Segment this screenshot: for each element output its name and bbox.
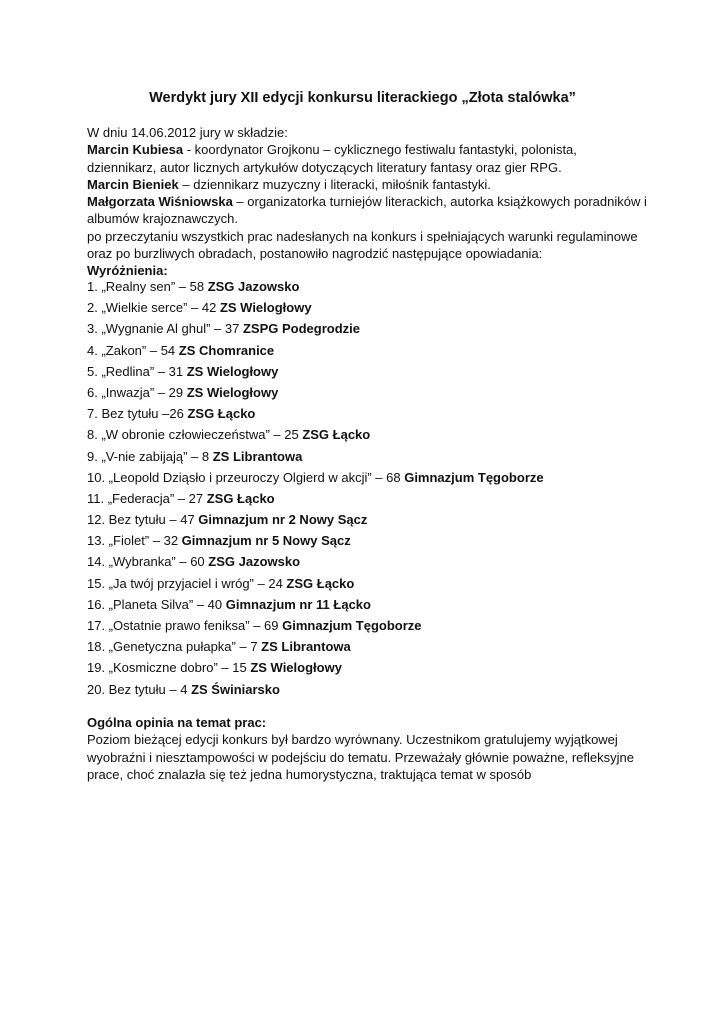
jury-member xyxy=(87,176,647,193)
award-item xyxy=(87,679,647,700)
award-text: 4. „Zakon” – 54 xyxy=(87,342,179,358)
award-item xyxy=(87,424,647,445)
awards-list xyxy=(87,276,647,700)
award-item xyxy=(87,361,647,382)
jury-member-desc: - koordynator Grojkonu – cyklicznego festiwalu fantastyki, polonista, dziennikarz, autor licznych artykułów dotyczących literatury fantasy oraz gier RPG. xyxy=(87,142,577,175)
award-text: 9. „V-nie zabijają” – 8 xyxy=(87,448,213,464)
award-text: 2. „Wielkie serce” – 42 xyxy=(87,300,220,316)
jury-member-name: Marcin Kubiesa xyxy=(87,142,184,158)
award-school: ZS Wielogłowy xyxy=(186,363,279,379)
opinion-heading: Ogólna opinia na temat prac: xyxy=(87,715,267,730)
award-school: Gimnazjum Tęgoborze xyxy=(404,469,544,485)
award-item xyxy=(87,340,647,361)
award-item xyxy=(87,318,647,339)
verdict-closing: po przeczytaniu wszystkich prac nadesłanych na konkurs i spełniających warunki regulaminowe oraz po burzliwych obradach, postanowiło nagrodzić następujące opowiadania: xyxy=(87,228,638,262)
award-item xyxy=(87,488,647,509)
award-school: Gimnazjum nr 5 Nowy Sącz xyxy=(181,533,351,549)
award-school: ZSG Jazowsko xyxy=(207,279,300,294)
jury-member-desc: – dziennikarz muzyczny i literacki, miłośnik fantastyki. xyxy=(178,176,491,192)
award-item xyxy=(87,594,647,615)
date-line: W dniu 14.06.2012 jury w składzie: xyxy=(87,125,288,140)
award-school: ZS Librantowa xyxy=(212,448,303,464)
award-item xyxy=(87,530,647,551)
award-item xyxy=(87,615,647,636)
award-item xyxy=(87,403,647,424)
jury-member xyxy=(87,193,647,228)
award-item xyxy=(87,276,647,297)
award-item xyxy=(87,657,647,678)
award-school: ZS Chomranice xyxy=(178,342,275,358)
award-school: ZS Świniarsko xyxy=(191,681,280,697)
award-school: Gimnazjum nr 2 Nowy Sącz xyxy=(198,512,368,528)
award-school: ZSG Jazowsko xyxy=(208,554,301,570)
award-school: ZSG Łącko xyxy=(286,575,355,591)
award-text: 8. „W obronie człowieczeństwa” – 25 xyxy=(87,427,303,443)
award-text: 17. „Ostatnie prawo feniksa” – 69 xyxy=(87,618,283,633)
award-text: 18. „Genetyczna pułapka” – 7 xyxy=(87,639,262,655)
award-item xyxy=(87,467,647,488)
award-school: ZSG Łącko xyxy=(206,490,275,506)
award-school: Gimnazjum nr 11 Łącko xyxy=(225,596,371,612)
award-item xyxy=(87,636,647,657)
intro-section xyxy=(87,124,647,280)
award-text: 10. „Leopold Dziąsło i przeuroczy Olgierd w akcji” – 68 xyxy=(87,469,405,485)
award-text: 14. „Wybranka” – 60 xyxy=(87,554,209,570)
award-item xyxy=(87,573,647,594)
award-school: ZSG Łącko xyxy=(302,427,371,443)
award-item xyxy=(87,297,647,318)
award-school: ZSG Łącko xyxy=(187,406,256,422)
award-text: 13. „Fiolet” – 32 xyxy=(87,533,182,549)
award-text: 1. „Realny sen” – 58 xyxy=(87,279,208,294)
jury-member-name: Marcin Bieniek xyxy=(87,176,179,192)
award-item xyxy=(87,551,647,572)
award-text: 12. Bez tytułu – 47 xyxy=(87,512,199,528)
award-school: ZS Librantowa xyxy=(261,639,351,655)
awards-heading: Wyróżnienia: xyxy=(87,263,168,279)
award-item xyxy=(87,382,647,403)
award-text: 7. Bez tytułu –26 xyxy=(87,406,188,422)
award-school: ZS Wielogłowy xyxy=(186,384,279,400)
award-item xyxy=(87,446,647,467)
award-text: 19. „Kosmiczne dobro” – 15 xyxy=(87,660,251,676)
jury-member-desc: – organizatorka turniejów literackich, autorka książkowych poradników i albumów krajoznawczych. xyxy=(87,194,647,227)
award-text: 6. „Inwazja” – 29 xyxy=(87,384,187,400)
award-item xyxy=(87,509,647,530)
award-school: ZSPG Podegrodzie xyxy=(242,321,360,337)
document-title: Werdykt jury XII edycji konkursu literackiego „Złota stalówka” xyxy=(149,90,576,106)
award-school: ZS Wielogłowy xyxy=(219,300,312,316)
award-text: 3. „Wygnanie Al ghul” – 37 xyxy=(87,321,243,337)
award-school: ZS Wielogłowy xyxy=(250,660,342,676)
opinion-body: Poziom bieżącej edycji konkurs był bardzo wyrównany. Uczestnikom gratulujemy wyjątkowej wyobraźni i niesztampowości w podejściu do tematu. Przeważały głównie poważne, refleksyjne prace, choć znalazła się też jedna humorystyczna, traktująca temat w sposób xyxy=(87,732,634,782)
jury-member-name: Małgorzata Wiśniowska xyxy=(87,194,233,210)
award-text: 20. Bez tytułu – 4 xyxy=(87,681,192,697)
award-text: 5. „Redlina” – 31 xyxy=(87,363,187,379)
opinion-section xyxy=(87,714,647,783)
jury-member xyxy=(87,141,647,176)
award-text: 16. „Planeta Silva” – 40 xyxy=(87,596,226,612)
award-text: 11. „Federacja” – 27 xyxy=(87,490,207,506)
award-school: Gimnazjum Tęgoborze xyxy=(282,618,422,633)
award-text: 15. „Ja twój przyjaciel i wróg” – 24 xyxy=(87,575,287,591)
